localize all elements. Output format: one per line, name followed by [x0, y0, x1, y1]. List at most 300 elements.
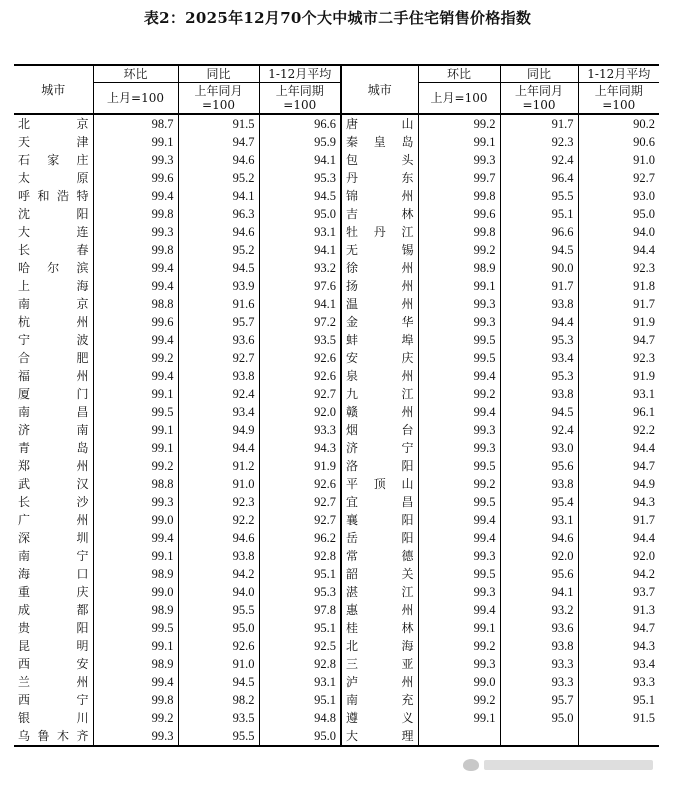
cell-city-right: 蚌埠	[341, 331, 418, 349]
cell-mom-right: 98.9	[418, 259, 500, 277]
cell-city-right: 宜昌	[341, 493, 418, 511]
cell-mom-left: 99.5	[93, 403, 178, 421]
cell-yoy-left: 95.5	[178, 601, 259, 619]
cell-city-left: 郑州	[18, 459, 89, 473]
cell-avg-right: 93.4	[578, 655, 659, 673]
cell-mom-right: 99.8	[418, 223, 500, 241]
cell-mom-left: 99.4	[93, 529, 178, 547]
cell-avg-right: 91.9	[578, 367, 659, 385]
cell-mom-left: 98.8	[93, 475, 178, 493]
cell-yoy-right: 93.8	[500, 637, 578, 655]
cell-avg-right: 94.0	[578, 223, 659, 241]
cell-city-right: 惠州	[341, 601, 418, 619]
cell-mom-right: 99.5	[418, 493, 500, 511]
cell-avg-left: 97.6	[259, 277, 341, 295]
cell-yoy-left: 93.4	[178, 403, 259, 421]
cell-yoy-left: 94.0	[178, 583, 259, 601]
cell-yoy-right: 95.3	[500, 367, 578, 385]
cell-city-left: 西安	[18, 657, 89, 671]
cell-mom-right: 99.1	[418, 133, 500, 151]
cell-city-left: 太原	[18, 171, 89, 185]
table-row	[14, 583, 659, 601]
header-yoy-left: 同比	[178, 65, 259, 83]
cell-mom-left: 99.8	[93, 691, 178, 709]
cell-yoy-left: 94.1	[178, 187, 259, 205]
cell-city-right: 金华	[341, 313, 418, 331]
cell-mom-right: 99.2	[418, 637, 500, 655]
cell-city-left: 北京	[18, 117, 89, 131]
cell-avg-left: 95.3	[259, 583, 341, 601]
cell-mom-right: 99.2	[418, 691, 500, 709]
cell-mom-right: 99.1	[418, 619, 500, 637]
cell-yoy-right: 94.5	[500, 403, 578, 421]
cell-mom-left: 99.8	[93, 241, 178, 259]
cell-mom-left: 99.4	[93, 367, 178, 385]
cell-city-left: 武汉	[18, 477, 89, 491]
cell-avg-left: 92.8	[259, 655, 341, 673]
cell-mom-right	[418, 727, 500, 746]
header-row-top	[14, 65, 659, 83]
cell-city-right: 三亚	[341, 655, 418, 673]
header-avg-base-left	[259, 83, 341, 115]
cell-mom-left: 98.7	[93, 114, 178, 133]
cell-avg-left: 92.5	[259, 637, 341, 655]
cell-city-left: 福州	[18, 369, 89, 383]
cell-mom-left: 99.5	[93, 619, 178, 637]
table-row	[14, 403, 659, 421]
cell-avg-left: 95.3	[259, 169, 341, 187]
cell-yoy-left: 95.2	[178, 169, 259, 187]
cell-city-right: 泸州	[341, 673, 418, 691]
cell-city-left: 贵阳	[18, 621, 89, 635]
cell-mom-right: 99.3	[418, 583, 500, 601]
cell-avg-left: 92.7	[259, 385, 341, 403]
cell-city-left: 长沙	[18, 495, 89, 509]
cell-avg-left: 97.8	[259, 601, 341, 619]
cell-mom-right: 99.4	[418, 511, 500, 529]
cell-city-left: 南京	[18, 297, 89, 311]
cell-yoy-right: 93.4	[500, 349, 578, 367]
cell-avg-right: 91.3	[578, 601, 659, 619]
cell-yoy-left: 91.0	[178, 655, 259, 673]
cell-city-left: 宁波	[18, 333, 89, 347]
cell-city-left: 乌鲁木齐	[14, 727, 93, 746]
cell-city-right: 吉林	[341, 205, 418, 223]
cell-mom-left: 99.3	[93, 223, 178, 241]
cell-mom-right: 99.3	[418, 547, 500, 565]
cell-mom-right: 99.6	[418, 205, 500, 223]
table-row	[14, 259, 659, 277]
table-row	[14, 511, 659, 529]
table-row	[14, 547, 659, 565]
cell-city-left: 厦门	[18, 387, 89, 401]
cell-city-left: 济南	[18, 423, 89, 437]
cell-avg-right: 94.4	[578, 439, 659, 457]
cell-city-right: 丹东	[341, 169, 418, 187]
cell-city-left: 深圳	[18, 531, 89, 545]
cell-avg-left: 93.2	[259, 259, 341, 277]
cell-yoy-left: 93.8	[178, 367, 259, 385]
cell-avg-right	[578, 727, 659, 746]
cell-avg-right: 91.7	[578, 295, 659, 313]
cell-yoy-right: 93.8	[500, 475, 578, 493]
cell-yoy-left: 95.2	[178, 241, 259, 259]
cell-yoy-right: 93.3	[500, 655, 578, 673]
page-title: 表2：2025年12月70个大中城市二手住宅销售价格指数	[143, 9, 532, 27]
cell-yoy-left: 94.4	[178, 439, 259, 457]
cell-avg-left: 93.3	[259, 421, 341, 439]
header-avg-left: 1-12月平均	[259, 65, 341, 83]
cell-city-right: 韶关	[341, 565, 418, 583]
header-avg-base-right	[578, 83, 659, 115]
cell-mom-right: 99.2	[418, 475, 500, 493]
cell-yoy-left: 95.7	[178, 313, 259, 331]
cell-mom-left: 99.3	[93, 727, 178, 746]
cell-avg-right: 95.1	[578, 691, 659, 709]
cell-avg-left: 92.6	[259, 475, 341, 493]
cell-avg-left: 95.0	[259, 205, 341, 223]
cell-avg-right: 90.6	[578, 133, 659, 151]
cell-yoy-left: 95.5	[178, 727, 259, 746]
cell-city-right: 锦州	[341, 187, 418, 205]
cell-city-left: 合肥	[18, 351, 89, 365]
cell-mom-right: 99.1	[418, 277, 500, 295]
cell-city-left: 上海	[18, 279, 89, 293]
cell-city-right: 常德	[341, 547, 418, 565]
cell-mom-left: 98.9	[93, 601, 178, 619]
header-row-bottom	[14, 83, 659, 115]
table-row	[14, 367, 659, 385]
cell-avg-left: 93.1	[259, 223, 341, 241]
cell-avg-left: 94.1	[259, 241, 341, 259]
cell-city-left: 杭州	[18, 315, 89, 329]
cell-yoy-right: 96.4	[500, 169, 578, 187]
cell-yoy-right: 95.4	[500, 493, 578, 511]
table-row	[14, 475, 659, 493]
cell-avg-right: 91.7	[578, 511, 659, 529]
cell-yoy-right: 92.3	[500, 133, 578, 151]
cell-yoy-left: 93.5	[178, 709, 259, 727]
cell-yoy-right: 94.1	[500, 583, 578, 601]
cell-city-right: 温州	[341, 295, 418, 313]
cell-mom-left: 99.4	[93, 259, 178, 277]
cell-mom-right: 99.3	[418, 655, 500, 673]
cell-city-left: 大连	[18, 225, 89, 239]
cell-avg-left: 92.6	[259, 349, 341, 367]
header-yoy-base-right	[500, 83, 578, 115]
cell-avg-right: 94.2	[578, 565, 659, 583]
cell-avg-left: 97.2	[259, 313, 341, 331]
cell-avg-right: 94.4	[578, 241, 659, 259]
cell-avg-right: 95.0	[578, 205, 659, 223]
weibo-logo-icon	[463, 759, 479, 771]
cell-avg-left: 92.8	[259, 547, 341, 565]
cell-avg-left: 94.1	[259, 295, 341, 313]
cell-yoy-right: 91.7	[500, 114, 578, 133]
cell-city-left: 昆明	[18, 639, 89, 653]
cell-yoy-right: 92.0	[500, 547, 578, 565]
cell-yoy-right: 95.6	[500, 565, 578, 583]
cell-yoy-left: 94.9	[178, 421, 259, 439]
cell-avg-left: 93.5	[259, 331, 341, 349]
cell-yoy-right: 92.4	[500, 421, 578, 439]
cell-city-right: 平顶山	[341, 475, 418, 493]
table-row	[14, 114, 659, 133]
table-row	[14, 673, 659, 691]
cell-city-right: 九江	[341, 385, 418, 403]
cell-avg-left: 92.0	[259, 403, 341, 421]
cell-city-right: 赣州	[341, 403, 418, 421]
yoy-base-line2: =100	[522, 98, 556, 112]
cell-city-right: 北海	[341, 637, 418, 655]
cell-avg-right: 93.1	[578, 385, 659, 403]
header-mom-left: 环比	[93, 65, 178, 83]
cell-yoy-left: 92.7	[178, 349, 259, 367]
cell-avg-right: 93.7	[578, 583, 659, 601]
table-row	[14, 601, 659, 619]
cell-city-right: 秦皇岛	[341, 133, 418, 151]
table-row	[14, 457, 659, 475]
table-row	[14, 169, 659, 187]
cell-yoy-left: 91.6	[178, 295, 259, 313]
cell-mom-right: 99.3	[418, 421, 500, 439]
cell-avg-right: 94.7	[578, 457, 659, 475]
table-row	[14, 565, 659, 583]
cell-mom-right: 99.2	[418, 385, 500, 403]
cell-yoy-left: 94.6	[178, 151, 259, 169]
header-yoy-base-left	[178, 83, 259, 115]
cell-yoy-left: 91.0	[178, 475, 259, 493]
table-row	[14, 637, 659, 655]
cell-mom-right: 99.3	[418, 151, 500, 169]
cell-avg-left: 92.6	[259, 367, 341, 385]
cell-city-right: 徐州	[341, 259, 418, 277]
yoy-base-line1: 上年同月	[194, 84, 243, 98]
cell-city-left: 银川	[18, 711, 89, 725]
cell-yoy-right: 95.5	[500, 187, 578, 205]
table-row	[14, 727, 659, 746]
cell-yoy-right: 95.6	[500, 457, 578, 475]
cell-yoy-left: 94.6	[178, 223, 259, 241]
table-row	[14, 619, 659, 637]
cell-mom-left: 99.8	[93, 205, 178, 223]
cell-avg-right: 92.3	[578, 259, 659, 277]
cell-city-right: 大理	[341, 727, 418, 746]
cell-mom-left: 99.3	[93, 493, 178, 511]
cell-city-right: 无锡	[341, 241, 418, 259]
cell-mom-left: 99.2	[93, 709, 178, 727]
cell-city-left: 天津	[18, 135, 89, 149]
table-row	[14, 709, 659, 727]
cell-city-right: 洛阳	[341, 457, 418, 475]
cell-mom-right: 99.2	[418, 241, 500, 259]
cell-city-left: 石家庄	[18, 153, 89, 167]
table-row	[14, 529, 659, 547]
table-row	[14, 187, 659, 205]
table-row	[14, 313, 659, 331]
cell-avg-right: 94.4	[578, 529, 659, 547]
cell-avg-left: 94.5	[259, 187, 341, 205]
cell-mom-right: 99.3	[418, 313, 500, 331]
cell-mom-left: 98.9	[93, 655, 178, 673]
cell-city-right: 牡丹江	[341, 223, 418, 241]
cell-avg-left: 92.7	[259, 493, 341, 511]
cell-city-left: 重庆	[18, 585, 89, 599]
cell-avg-left: 92.7	[259, 511, 341, 529]
cell-avg-left: 93.1	[259, 673, 341, 691]
cell-mom-left: 99.3	[93, 151, 178, 169]
cell-mom-right: 99.4	[418, 601, 500, 619]
cell-avg-right: 94.3	[578, 493, 659, 511]
header-mom-base-right: 上月=100	[418, 83, 500, 115]
cell-yoy-right: 94.6	[500, 529, 578, 547]
cell-yoy-right: 91.7	[500, 277, 578, 295]
cell-city-right: 泉州	[341, 367, 418, 385]
watermark	[455, 751, 663, 779]
cell-avg-right: 96.1	[578, 403, 659, 421]
cell-yoy-left: 92.4	[178, 385, 259, 403]
cell-avg-left: 96.6	[259, 114, 341, 133]
cell-city-left: 呼和浩特	[18, 189, 89, 203]
cell-mom-right: 99.8	[418, 187, 500, 205]
cell-mom-right: 99.5	[418, 349, 500, 367]
cell-city-left: 南昌	[18, 405, 89, 419]
cell-yoy-right: 93.6	[500, 619, 578, 637]
table-row	[14, 133, 659, 151]
cell-avg-right: 92.0	[578, 547, 659, 565]
cell-avg-left: 95.0	[259, 727, 341, 746]
cell-city-left: 沈阳	[18, 207, 89, 221]
cell-city-right: 扬州	[341, 277, 418, 295]
cell-city-left: 南宁	[18, 549, 89, 563]
cell-yoy-right: 93.2	[500, 601, 578, 619]
cell-mom-right: 99.7	[418, 169, 500, 187]
table-row	[14, 691, 659, 709]
table-row	[14, 655, 659, 673]
header-yoy-right: 同比	[500, 65, 578, 83]
cell-city-right: 烟台	[341, 421, 418, 439]
cell-yoy-left: 92.6	[178, 637, 259, 655]
cell-mom-right: 99.5	[418, 565, 500, 583]
cell-avg-right: 93.0	[578, 187, 659, 205]
cell-mom-left: 99.4	[93, 277, 178, 295]
cell-avg-left: 94.8	[259, 709, 341, 727]
cell-yoy-left: 96.3	[178, 205, 259, 223]
cell-yoy-right: 95.1	[500, 205, 578, 223]
table-row	[14, 493, 659, 511]
cell-city-right: 安庆	[341, 349, 418, 367]
cell-mom-right: 99.5	[418, 331, 500, 349]
header-avg-right: 1-12月平均	[578, 65, 659, 83]
avg-base-line1: 上年同期	[275, 84, 324, 98]
cell-yoy-right: 93.0	[500, 439, 578, 457]
cell-yoy-left: 91.2	[178, 457, 259, 475]
cell-avg-right: 93.3	[578, 673, 659, 691]
table-row	[14, 151, 659, 169]
cell-yoy-right: 93.8	[500, 295, 578, 313]
watermark-text-blur	[484, 760, 653, 770]
cell-yoy-right: 90.0	[500, 259, 578, 277]
cell-yoy-left: 98.2	[178, 691, 259, 709]
table-row	[14, 349, 659, 367]
price-index-table	[14, 64, 659, 747]
table-row	[14, 277, 659, 295]
cell-yoy-left: 92.2	[178, 511, 259, 529]
cell-yoy-left: 94.6	[178, 529, 259, 547]
cell-city-right: 济宁	[341, 439, 418, 457]
cell-mom-right: 99.0	[418, 673, 500, 691]
cell-mom-left: 99.1	[93, 421, 178, 439]
cell-mom-right: 99.4	[418, 367, 500, 385]
table-row	[14, 205, 659, 223]
yoy-base-line2: =100	[202, 98, 235, 112]
cell-city-right: 南充	[341, 691, 418, 709]
cell-city-left: 海口	[18, 567, 89, 581]
header-city-right: 城市	[341, 65, 418, 114]
cell-avg-right: 92.2	[578, 421, 659, 439]
cell-yoy-right: 95.3	[500, 331, 578, 349]
cell-mom-left: 99.0	[93, 511, 178, 529]
cell-city-left: 哈尔滨	[18, 261, 89, 275]
cell-yoy-right	[500, 727, 578, 746]
cell-mom-left: 99.1	[93, 385, 178, 403]
header-city-left: 城市	[14, 65, 93, 114]
cell-yoy-right: 95.7	[500, 691, 578, 709]
cell-yoy-left: 93.8	[178, 547, 259, 565]
cell-mom-right: 99.3	[418, 295, 500, 313]
cell-mom-right: 99.5	[418, 457, 500, 475]
cell-yoy-right: 93.8	[500, 385, 578, 403]
cell-yoy-left: 94.2	[178, 565, 259, 583]
cell-city-left: 青岛	[18, 441, 89, 455]
cell-mom-left: 98.8	[93, 295, 178, 313]
cell-yoy-right: 92.4	[500, 151, 578, 169]
cell-city-right: 湛江	[341, 583, 418, 601]
cell-mom-left: 99.4	[93, 331, 178, 349]
table-row	[14, 295, 659, 313]
cell-avg-right: 94.7	[578, 619, 659, 637]
cell-city-right: 包头	[341, 151, 418, 169]
table-body	[14, 114, 659, 746]
table-row	[14, 223, 659, 241]
cell-avg-left: 95.1	[259, 691, 341, 709]
cell-yoy-left: 94.7	[178, 133, 259, 151]
table-row	[14, 439, 659, 457]
cell-avg-left: 94.1	[259, 151, 341, 169]
cell-city-right: 襄阳	[341, 511, 418, 529]
cell-mom-left: 99.2	[93, 349, 178, 367]
cell-city-left: 成都	[18, 603, 89, 617]
cell-mom-right: 99.4	[418, 529, 500, 547]
cell-yoy-right: 93.3	[500, 673, 578, 691]
cell-yoy-left: 95.0	[178, 619, 259, 637]
cell-avg-right: 94.9	[578, 475, 659, 493]
cell-avg-right: 91.5	[578, 709, 659, 727]
cell-city-left: 广州	[18, 513, 89, 527]
cell-city-left: 兰州	[18, 675, 89, 689]
cell-avg-right: 94.3	[578, 637, 659, 655]
cell-avg-right: 94.7	[578, 331, 659, 349]
cell-mom-right: 99.1	[418, 709, 500, 727]
cell-city-left: 长春	[18, 243, 89, 257]
cell-avg-right: 91.8	[578, 277, 659, 295]
cell-avg-left: 95.1	[259, 565, 341, 583]
cell-mom-left: 99.4	[93, 673, 178, 691]
cell-avg-right: 91.9	[578, 313, 659, 331]
cell-yoy-left: 94.5	[178, 259, 259, 277]
cell-yoy-left: 91.5	[178, 114, 259, 133]
cell-city-right: 岳阳	[341, 529, 418, 547]
